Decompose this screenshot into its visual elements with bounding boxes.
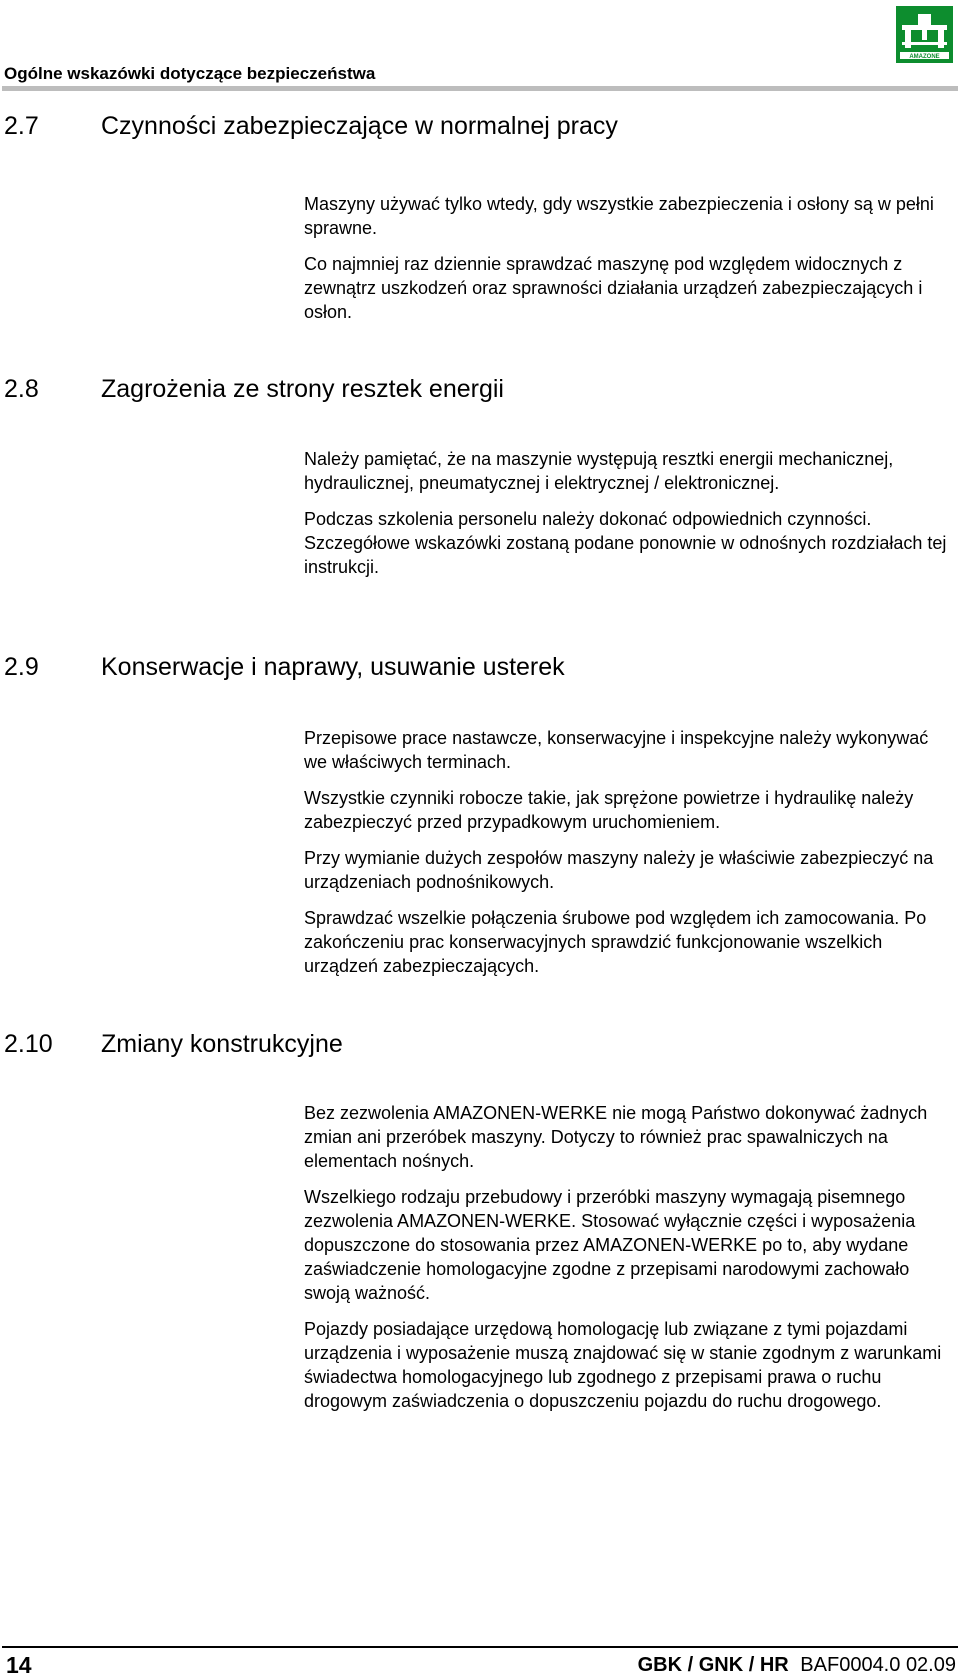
footer-divider [2,1646,958,1648]
paragraph: Wszelkiego rodzaju przebudowy i przeróbki maszyny wymagają pisemnego zezwolenia AMAZONEN-WERKE. Stosować wyłącznie części i wyposażenia dopuszczone do stosowania przez AMAZONEN-WERKE po to, aby wydane zaświadczenie homologacyjne zgodne z przepisami narodowymi zachowało swoją ważność. [304,1187,916,1303]
section-title: Konserwacje i naprawy, usuwanie usterek [101,653,565,681]
section-title: Zmiany konstrukcyjne [101,1030,343,1058]
section-heading-2-7 [4,112,618,141]
running-header: Ogólne wskazówki dotyczące bezpieczeństwa [4,64,376,83]
paragraph: Wszystkie czynniki robocze takie, jak sprężone powietrze i hydraulikę należy zabezpieczyć przed przypadkowym uruchomieniem. [304,788,914,832]
footer-doc-code: BAF0004.0 [800,1654,901,1676]
footer-doc-info [638,1654,956,1677]
tractor-logo-icon [896,6,953,63]
paragraph: Sprawdzać wszelkie połączenia śrubowe pod względem ich zamocowania. Po zakończeniu prac konserwacyjnych sprawdzić funkcjonowanie wszelkich urządzeń zabezpieczających. [304,908,927,976]
footer-models: GBK / GNK / HR [637,1654,789,1676]
section-heading-2-8 [4,375,504,404]
paragraph: Maszyny używać tylko wtedy, gdy wszystkie zabezpieczenia i osłony są w pełni sprawne. [304,194,934,238]
section-number: 2.7 [4,112,39,140]
header-divider [2,86,958,91]
paragraph: Pojazdy posiadające urzędową homologację lub związane z tymi pojazdami urządzenia i wyposażenie muszą znajdować się w stanie zgodnym z warunkami świadectwa homologacyjnego lub zgodnego z przepisami prawa o ruchu drogowym zaświadczenia o dopuszczeniu pojazdu do ruchu drogowego. [304,1319,942,1411]
section-title: Czynności zabezpieczające w normalnej pracy [101,112,618,140]
paragraph: Bez zezwolenia AMAZONEN-WERKE nie mogą Państwo dokonywać żadnych zmian ani przeróbek maszyny. Dotyczy to również prac spawalniczych na elementach nośnych. [304,1103,928,1171]
amazone-logo [896,6,953,63]
section-title: Zagrożenia ze strony resztek energii [101,375,504,403]
section-number: 2.10 [4,1030,53,1058]
page-number: 14 [6,1652,32,1678]
paragraph: Co najmniej raz dziennie sprawdzać maszynę pod względem widocznych z zewnątrz uszkodzeń oraz sprawności działania urządzeń zabezpieczających i osłon. [304,254,923,322]
section-heading-2-9 [4,653,565,682]
section-body-2-10 [304,1101,956,1425]
paragraph: Przy wymianie dużych zespołów maszyny należy je właściwie zabezpieczyć na urządzeniach podnośnikowych. [304,848,934,892]
section-heading-2-10 [4,1030,343,1059]
paragraph: Podczas szkolenia personelu należy dokonać odpowiednich czynności. Szczegółowe wskazówki zostaną podane ponownie w odnośnych rozdziałach tej instrukcji. [304,509,947,577]
section-number: 2.9 [4,653,39,681]
paragraph: Przepisowe prace nastawcze, konserwacyjne i inspekcyjne należy wykonywać we właściwych terminach. [304,728,929,772]
section-body-2-8 [304,447,956,591]
logo-text: AMAZONE [909,54,940,60]
section-number: 2.8 [4,375,39,403]
paragraph: Należy pamiętać, że na maszynie występują resztki energii mechanicznej, hydraulicznej, pneumatycznej i elektrycznej / elektronicznej. [304,449,894,493]
footer-date: 02.09 [905,1654,956,1676]
section-body-2-7 [304,192,956,336]
section-body-2-9 [304,726,956,990]
